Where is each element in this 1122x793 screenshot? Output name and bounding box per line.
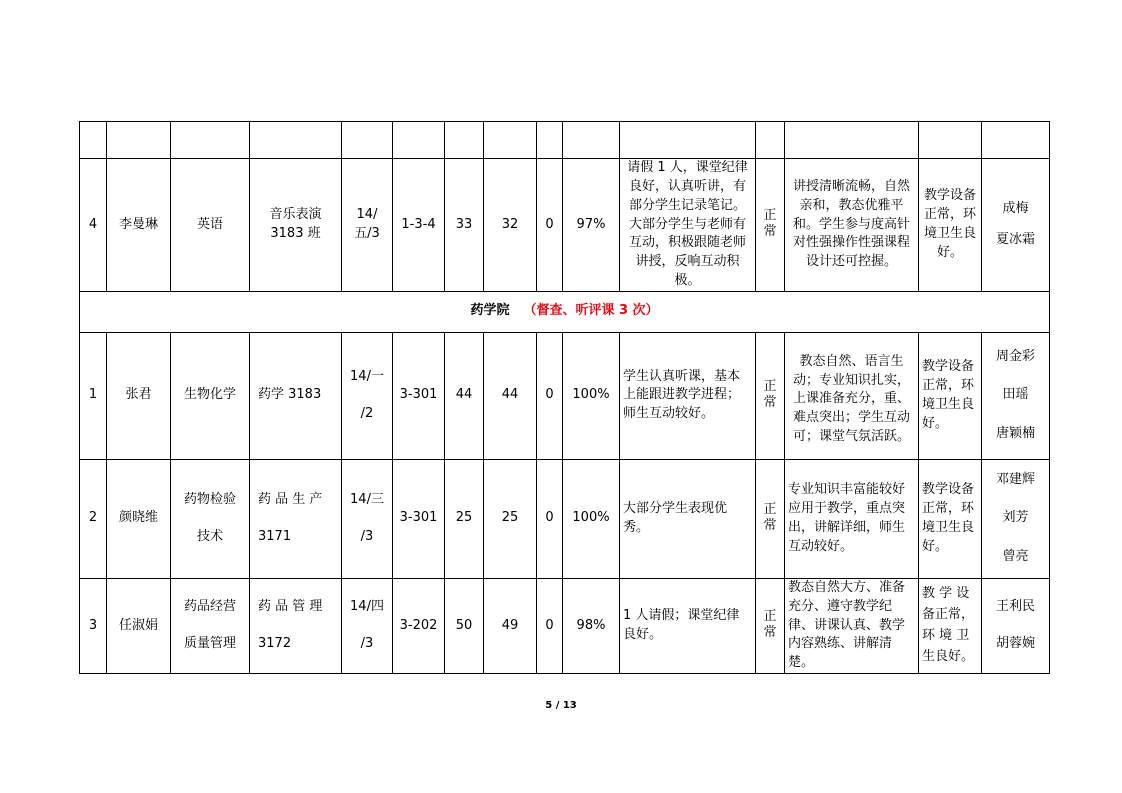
enrolled-count: 44: [445, 332, 484, 459]
inspectors: [982, 332, 1050, 459]
facility-note: [919, 578, 982, 673]
empty-cell: [785, 122, 919, 159]
classroom: 3-301: [393, 332, 445, 459]
absent-count: 0: [537, 332, 563, 459]
section-row: [80, 291, 1050, 332]
row-number: 3: [80, 578, 107, 673]
week-period: 14/五/3: [342, 159, 393, 292]
inspector-name: 胡蓉婉: [995, 636, 1035, 652]
teacher-name: 张君: [107, 332, 171, 459]
enrolled-count: 25: [445, 459, 484, 578]
empty-cell: [919, 122, 982, 159]
enrolled-count: 50: [445, 578, 484, 673]
classroom: 1-3-4: [393, 159, 445, 292]
empty-cell: [445, 122, 484, 159]
section-name: 药学院: [470, 303, 510, 319]
inspector-name: 唐颖楠: [995, 426, 1035, 442]
empty-cell: [80, 122, 107, 159]
empty-cell: [982, 122, 1050, 159]
row-number: 1: [80, 332, 107, 459]
empty-cell: [563, 122, 620, 159]
inspector-name: 邓建辉: [995, 471, 1035, 487]
class-name: [250, 578, 342, 673]
table-row-empty: [80, 122, 1050, 159]
course-name: 生物化学: [171, 332, 250, 459]
attendance-rate: 100%: [563, 332, 620, 459]
present-count: 25: [484, 459, 537, 578]
week-day: 14/四: [350, 599, 384, 615]
course-name-line: 技术: [196, 528, 223, 544]
table-row: [80, 459, 1050, 578]
inspection-table: [79, 121, 1050, 674]
order-status: [756, 332, 785, 459]
order-status-text: 正常: [763, 609, 777, 640]
table-row: [80, 332, 1050, 459]
attendance-rate: 100%: [563, 459, 620, 578]
teaching-note: 教态自然大方、准备充分、遵守教学纪律、讲课认真、教学内容熟练、讲解清楚。: [785, 578, 919, 673]
course-name-line: 药品经营: [183, 599, 236, 615]
discipline-note: 1 人请假；课堂纪律良好。: [620, 578, 756, 673]
teacher-name: 李曼琳: [107, 159, 171, 292]
empty-cell: [250, 122, 342, 159]
week-day: 14/三: [350, 492, 384, 508]
teaching-note: 教态自然、语言生动；专业知识扎实，上课准备充分，重、难点突出；学生互动可；课堂气氛活跃。: [785, 332, 919, 459]
teaching-note: 专业知识丰富能较好应用于教学，重点突出，讲解详细，师生互动较好。: [785, 459, 919, 578]
class-name-line: 3172: [258, 636, 292, 652]
order-status-text: 正常: [763, 208, 777, 239]
empty-cell: [393, 122, 445, 159]
course-name-line: 药物检验: [183, 492, 236, 508]
empty-cell: [107, 122, 171, 159]
discipline-note: 学生认真听课，基本上能跟进教学进程；师生互动较好。: [620, 332, 756, 459]
class-name-line: 药 品 生 产: [258, 492, 323, 508]
section-note: （督查、听评课 3 次）: [523, 303, 659, 319]
table-row: [80, 159, 1050, 292]
week-period: [342, 459, 393, 578]
class-name: 音乐表演3183 班: [250, 159, 342, 292]
week-slot: /3: [360, 528, 374, 544]
attendance-rate: 98%: [563, 578, 620, 673]
empty-cell: [171, 122, 250, 159]
facility-line: 环 境 卫: [922, 628, 970, 644]
inspector-name: 夏冰霜: [995, 231, 1035, 247]
facility-line: 教 学 设: [922, 586, 970, 602]
facility-line: 生良好。: [922, 648, 975, 664]
inspector-name: 田瑶: [1002, 387, 1029, 403]
class-name-line: 药 品 管 理: [258, 599, 323, 615]
empty-cell: [620, 122, 756, 159]
facility-note: 教学设备正常，环境卫生良好。: [919, 159, 982, 292]
absent-count: 0: [537, 459, 563, 578]
empty-cell: [484, 122, 537, 159]
inspectors: [982, 459, 1050, 578]
class-name: [250, 459, 342, 578]
attendance-rate: 97%: [563, 159, 620, 292]
present-count: 44: [484, 332, 537, 459]
absent-count: 0: [537, 159, 563, 292]
empty-cell: [537, 122, 563, 159]
teaching-note: 讲授清晰流畅，自然亲和，教态优雅平和。学生参与度高针对性强操作性强课程设计还可控握。: [785, 159, 919, 292]
section-heading: [80, 291, 1050, 332]
inspector-name: 刘芳: [1002, 510, 1029, 526]
present-count: 32: [484, 159, 537, 292]
week-slot: /3: [360, 636, 374, 652]
order-status: [756, 578, 785, 673]
enrolled-count: 33: [445, 159, 484, 292]
order-status-text: 正常: [763, 379, 777, 410]
facility-note: 教学设备正常，环境卫生良好。: [919, 459, 982, 578]
facility-line: 备正常，: [922, 607, 975, 623]
inspector-name: 成梅: [1002, 201, 1029, 217]
inspector-name: 王利民: [995, 599, 1035, 615]
course-name: 英语: [171, 159, 250, 292]
classroom: 3-202: [393, 578, 445, 673]
empty-cell: [342, 122, 393, 159]
week-period: [342, 332, 393, 459]
course-name: [171, 459, 250, 578]
order-status: [756, 159, 785, 292]
order-status: [756, 459, 785, 578]
facility-note: 教学设备正常，环境卫生良好。: [919, 332, 982, 459]
teacher-name: 颜晓维: [107, 459, 171, 578]
classroom: 3-301: [393, 459, 445, 578]
inspector-name: 曾亮: [1002, 549, 1029, 565]
row-number: 4: [80, 159, 107, 292]
class-name-line: 3171: [258, 528, 292, 544]
course-name-line: 质量管理: [183, 636, 236, 652]
order-status-text: 正常: [763, 502, 777, 533]
absent-count: 0: [537, 578, 563, 673]
table-row: [80, 578, 1050, 673]
inspector-name: 周金彩: [995, 348, 1035, 364]
inspectors: [982, 578, 1050, 673]
class-name: 药学 3183: [250, 332, 342, 459]
discipline-note: 请假 1 人，课堂纪律良好，认真听讲，有部分学生记录笔记。大部分学生与老师有互动，积极跟随老师讲授，反响互动积极。: [620, 159, 756, 292]
inspectors: [982, 159, 1050, 292]
empty-cell: [756, 122, 785, 159]
present-count: 49: [484, 578, 537, 673]
week-day: 14/一: [350, 369, 384, 385]
teacher-name: 任淑娟: [107, 578, 171, 673]
week-slot: /2: [360, 405, 374, 421]
discipline-note: 大部分学生表现优秀。: [620, 459, 756, 578]
page-number: 5 / 13: [545, 700, 577, 711]
course-name: [171, 578, 250, 673]
week-period: [342, 578, 393, 673]
row-number: 2: [80, 459, 107, 578]
